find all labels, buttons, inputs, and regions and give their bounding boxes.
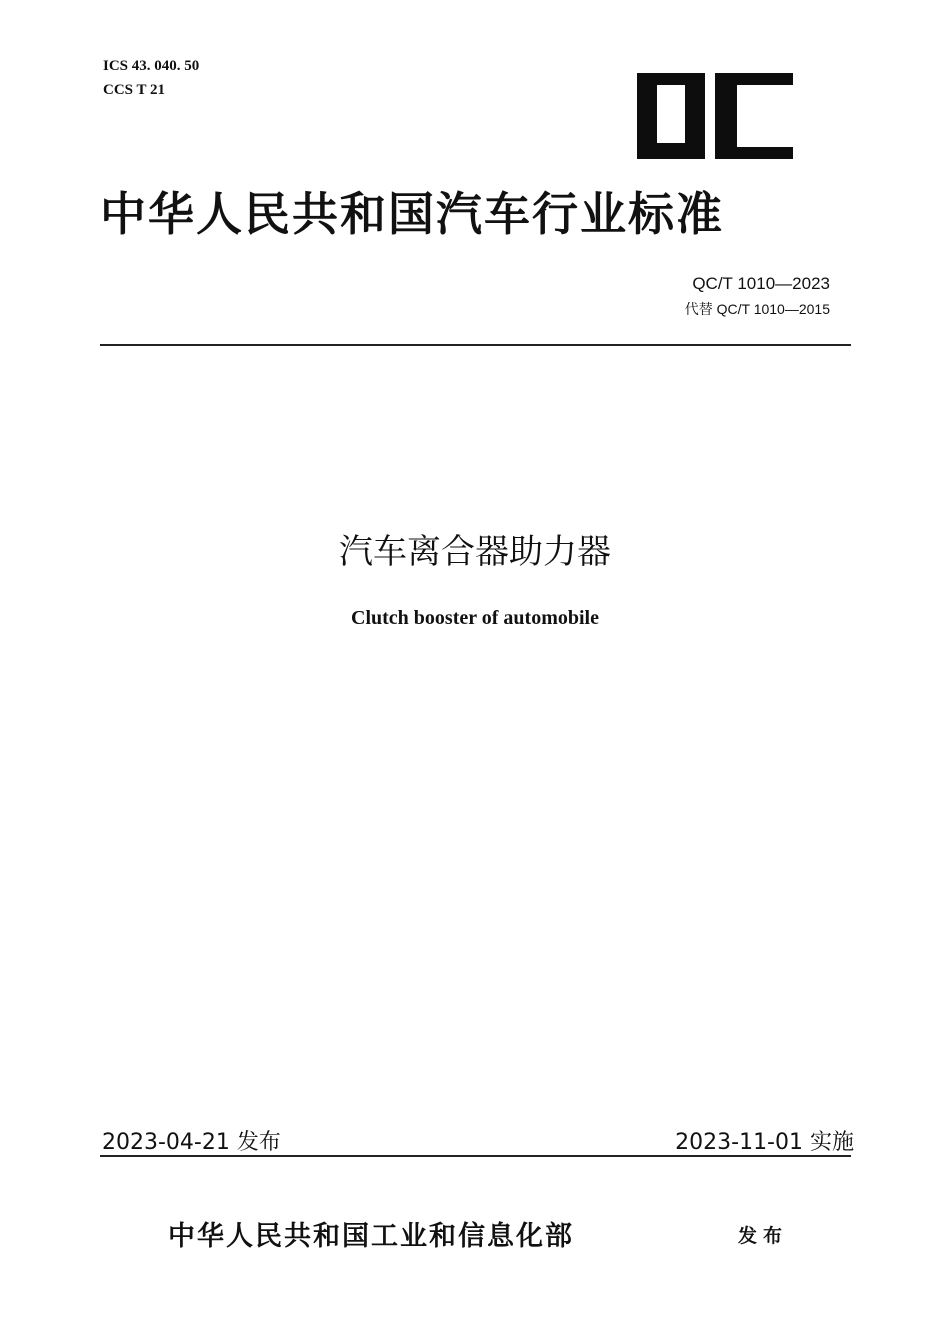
standard-category-title: 中华人民共和国汽车行业标准 [100,187,724,241]
qc-logo [637,73,793,159]
standard-number: QC/T 1010—2023 [692,274,830,293]
issue-date: 2023-04-21 发布 [102,1130,281,1155]
publish-label: 发布 [738,1225,789,1247]
document-title-cn: 汽车离合器助力器 [339,532,611,572]
replaced-standard: 代替 QC/T 1010—2015 [684,301,830,317]
document-title-en: Clutch booster of automobile [351,607,599,629]
top-divider [100,344,851,346]
publisher-name: 中华人民共和国工业和信息化部 [168,1221,574,1252]
qc-logo-q-glyph [637,73,705,159]
qc-logo-c-glyph [715,73,793,159]
ics-code: ICS 43. 040. 50 [103,58,200,74]
bottom-divider [100,1155,851,1157]
ccs-code: CCS T 21 [103,82,165,98]
classification-codes [103,54,199,102]
implementation-date: 2023-11-01 实施 [675,1130,854,1155]
